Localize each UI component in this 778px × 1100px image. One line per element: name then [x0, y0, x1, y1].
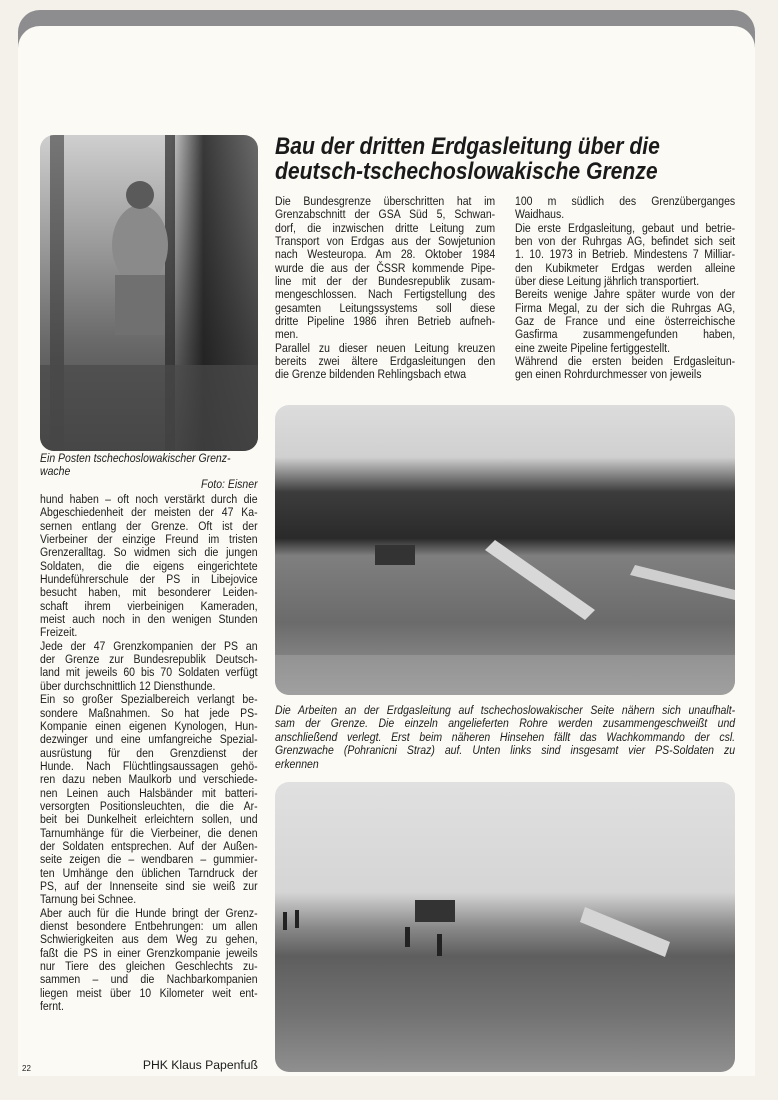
text-line: eine zweite Pipeline fertiggestellt. — [515, 340, 670, 355]
text-line: Grenzeralltag. So widmen sich die jungen — [40, 545, 258, 560]
photo-border-guard-image — [40, 135, 258, 451]
text-line: hund haben – oft noch verstärkt durch die — [40, 492, 258, 506]
text-line: ausrüstung für den Grenzdienst der — [40, 745, 258, 760]
text-line: fernt. — [40, 999, 64, 1014]
text-line: sondere Maßnahmen. So hat jede PS- — [40, 705, 258, 720]
title-line: deutsch-tschechoslowakische Grenze — [275, 158, 658, 185]
photo-pipeline-construction — [275, 405, 735, 695]
text-line: Gasfirma zusammengefunden haben, — [515, 327, 736, 342]
photo-pipeline-border-soldiers — [275, 782, 735, 1072]
text-line: Transport von Erdgas aus der Sowjetunion — [275, 234, 496, 249]
text-line: men. — [275, 327, 299, 342]
text-line: über diese Leitung jährlich transportiert. — [515, 274, 700, 289]
text-line: Tarnung bei Schnee. — [40, 892, 137, 907]
text-line: mengeschlossen. Nach Fertigstellung des — [275, 287, 496, 302]
text-line: versorgten Positionsleuchten, die die Ar- — [40, 798, 258, 813]
text-line: dorf, die inzwischen dritte Leitung zum — [275, 220, 496, 235]
text-line: bereits zwei ältere Erdgasleitungen den — [275, 354, 496, 369]
photo-pipeline-construction-image — [275, 405, 735, 695]
text-line: Schwierigkeiten aus dem Weg zu gehen, — [40, 932, 258, 947]
text-line: 100 m südlich des Grenzüberganges — [515, 194, 736, 208]
text-line: PS, auf der Innenseite sind sie weiß zur — [40, 878, 258, 893]
text-line: schaft ihrem vierbeinigen Kameraden, — [40, 598, 258, 613]
text-line: ren dazu neben Maulkorb und verschiede- — [40, 772, 258, 787]
text-line: beit bei Dunkelheit erleichtern sollen, und — [40, 812, 258, 827]
article-title — [275, 134, 660, 184]
text-line: liegen meist über 10 Kilometer weit ent- — [40, 985, 258, 1000]
text-line: Parallel zu dieser neuen Leitung kreuzen — [275, 340, 496, 355]
text-line: Die erste Erdgasleitung, gebaut und betrie- — [515, 220, 736, 235]
text-line: sammen – und die Nachbarkompanien — [40, 972, 258, 987]
text-line: dezwinger und eine umfangreiche Spezial- — [40, 732, 258, 747]
caption-line: erkennen — [275, 756, 319, 771]
text-line: wurde die aus der ČSSR kommende Pipe- — [275, 260, 496, 275]
article-column-1 — [275, 195, 495, 382]
text-line: Jede der 47 Grenzkompanien der PS an — [40, 638, 258, 653]
caption-line: wache — [40, 464, 71, 478]
text-line: Grenzabschnitt der GSA Süd 5, Schwan- — [275, 207, 496, 222]
text-line: Soldaten, die die eigens eingerichtete — [40, 558, 258, 573]
text-line: der Soldaten entsprechen. Auf der Außen- — [40, 838, 258, 853]
text-line: über durchschnittlich 12 Diensthunde. — [40, 678, 216, 693]
text-line: dritte Pipeline 1986 ihren Betrieb aufneh- — [275, 314, 496, 329]
author-byline: PHK Klaus Papenfuß — [142, 1058, 258, 1072]
text-line: Waidhaus. — [515, 207, 565, 222]
caption-line: anschließend verlegt. Erst beim näheren Hinsehen fällt das Wachkommando der csl. — [275, 729, 736, 744]
text-line: Hunde. Nach Flüchtlingsaussagen gehö- — [40, 758, 258, 773]
text-line: meist auch noch in den wenigen Stunden — [40, 612, 258, 627]
text-line: Ein so großer Spezialbereich verlangt be- — [40, 692, 258, 707]
text-line: Hundeführerschule der PS in Libejovice — [40, 572, 258, 587]
text-line: nur Tiere des gleichen Geschlechts zu- — [40, 959, 258, 974]
caption-line: Ein Posten tschechoslowakischer Grenz- — [40, 451, 231, 465]
text-line: land mit jeweils 60 bis 70 Soldaten verfügt — [40, 665, 258, 680]
photo-border-guard — [40, 135, 258, 451]
text-line: dienst besondere Entbehrungen: um allen — [40, 919, 258, 933]
photo-credit: Foto: Eisner — [201, 477, 258, 491]
text-line: Gaz de France und eine österreichische — [515, 314, 736, 329]
text-line: Vierbeiner der einzige Freund im tristen — [40, 532, 258, 547]
text-line: ten Umhänge den üblichen Tarndruck der — [40, 865, 258, 880]
article-column-3 — [40, 493, 258, 1013]
text-line: besucht haben, mit besonderer Leiden- — [40, 585, 258, 600]
caption-line: Grenzwache (Pohranicni Straz) auf. Unten links sind insgesamt vier PS-Soldaten zu — [275, 743, 736, 758]
text-line: Während die ersten beiden Erdgasleitun- — [515, 354, 736, 369]
text-line: ben von der Ruhrgas AG, befindet sich seit — [515, 234, 736, 249]
text-line: gesamten Leitungssystems soll diese — [275, 300, 496, 315]
page-number: 22 — [22, 1064, 31, 1073]
text-line: sernen entlang der Grenze. Oft ist der — [40, 518, 258, 533]
text-line: nach Westeuropa. Am 28. Oktober 1984 — [275, 247, 496, 262]
text-line: Die Bundesgrenze überschritten hat im — [275, 194, 496, 208]
photo2-caption — [275, 704, 735, 771]
text-line: Bereits wenige Jahre später wurde von der — [515, 287, 736, 302]
text-line: Firma Megal, zu der sich die Ruhrgas AG, — [515, 300, 736, 315]
text-line: 1. 10. 1973 in Betrieb. Mindestens 7 Milliar- — [515, 247, 736, 262]
text-line: Aber auch für die Hunde bringt der Grenz- — [40, 905, 258, 920]
text-line: Abgeschiedenheit der meisten der 47 Ka- — [40, 505, 258, 520]
text-line: seite zeigen die – wendbaren – gummier- — [40, 852, 258, 867]
article-column-2 — [515, 195, 735, 382]
title-line: Bau der dritten Erdgasleitung über die — [275, 133, 660, 160]
text-line: Tarnumhänge für die Vierbeiner, die denen — [40, 825, 258, 840]
photo-pipeline-border-soldiers-image — [275, 782, 735, 1072]
text-line: faßt die PS in einer Grenzkompanie jeweils — [40, 945, 258, 960]
text-line: Kompanie einen eigenen Kynologen, Hun- — [40, 718, 258, 733]
text-line: die Grenze bildenden Rehlingsbach etwa — [275, 367, 467, 382]
text-line: Freizeit. — [40, 625, 78, 640]
text-line: nen Leinen auch Halsbänder mit batteri- — [40, 785, 258, 800]
text-line: den Kubikmeter Erdgas werden alleine — [515, 260, 736, 275]
caption-line: Die Arbeiten an der Erdgasleitung auf tschechoslowakischer Seite nähern sich unaufhalt- — [275, 703, 736, 717]
text-line: der Grenze zur Bundesrepublik Deutsch- — [40, 652, 258, 667]
text-line: line mit der der Bundesrepublik zusam- — [275, 274, 496, 289]
photo1-caption — [40, 452, 258, 491]
text-line: gen einen Rohrdurchmesser von jeweils — [515, 367, 702, 382]
caption-line: sam der Grenze. Die einzeln angelieferten Rohre werden zusammengeschweißt und — [275, 716, 736, 731]
